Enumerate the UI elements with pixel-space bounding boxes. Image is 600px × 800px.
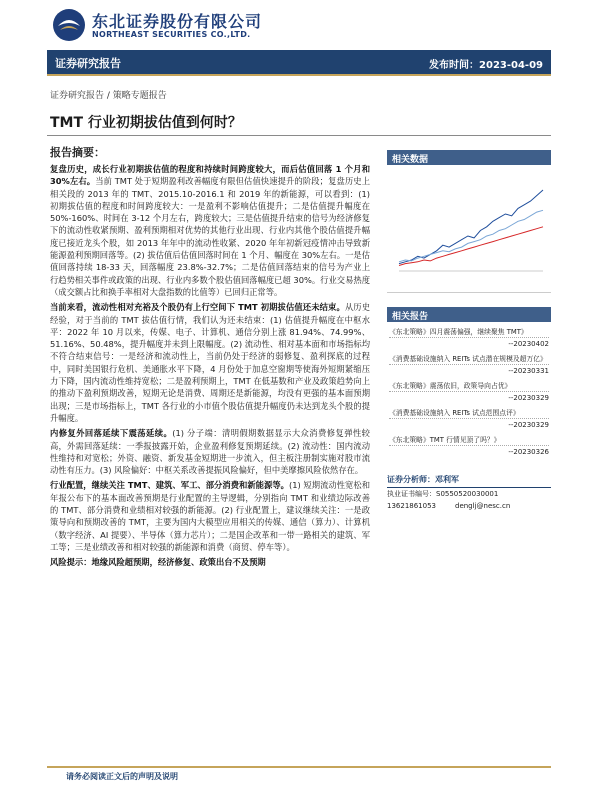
line-chart <box>387 165 551 293</box>
breadcrumb: 证券研究报告 / 策略专题报告 <box>50 91 167 101</box>
summary-paragraph: 当前来看，流动性相对充裕及个股仍有上行空间下 TMT 初期拔估值还未结束。从历史经验，对于当前的 TMT 拔估值行情，我们认为还未结束：(1) 估值提升幅度在中枢水平：2022 年 10 月以来，传媒、电子、计算机、通信分别上涨 81.94%、74.99%、51.16%、50.48%，提升幅度并未到上限幅度。(2) 流动性、相对基本面和市场指标均不符合结束信号：一是经济和流动性上，当前仍处于经济的弱修复、盈利探底的过程中，同时美国银行危机、美通胀水平下降，4 月份处于加息空窗期等使海外短期紧缩压力下降，国内流动性维持宽松；二是盈利预期上，TMT 在低基数和产业及政策趋势向上的推动下盈利预期改善，短期无论是消费、周期还是新能源，均没有更强的基本面预期出现；三是市场指标上，TMT 各行业的小市值个股估值提升幅度仍未达到龙头个股的提升幅度。 <box>50 302 370 423</box>
series-line-1 <box>399 210 543 261</box>
analyst-contact <box>387 500 551 512</box>
summary-body <box>50 163 370 572</box>
summary-paragraph: 内修复外回落延续下震荡延续。(1) 分子端：清明假期数据显示大众消费修复弹性较高，外需回落延续：一季报披露开始，企业盈利修复预期延续。(2) 流动性：国内流动性维持和对宽松；外资、融资、新发基金短期进一步流入，但主板注册制实施对股市流动性有压力。(3) 风险偏好：中枢关系改善提振风险偏好，但中美摩擦风险依然存在。 <box>50 428 370 476</box>
company-name-en: NORTHEAST SECURITIES CO.,LTD. <box>92 30 251 39</box>
report-title[interactable]: 《东北策略》TMT 行情见顶了吗？》 <box>389 433 549 446</box>
logo-mark-icon <box>52 8 86 42</box>
analyst-title: 证券分析师：邓利军 <box>387 474 551 488</box>
analyst-phone: 13621861053 <box>387 502 436 510</box>
summary-heading: 报告摘要： <box>50 146 105 159</box>
series-line-2 <box>399 227 543 266</box>
sidebar <box>387 150 551 512</box>
related-reports <box>387 307 551 460</box>
report-title[interactable]: 《东北策略》四月震荡偏强，继续聚焦 TMT》 <box>389 325 549 338</box>
series-line-0 <box>399 190 543 264</box>
analyst-block <box>387 474 551 512</box>
summary-paragraph: 行业配置，继续关注 TMT、建筑、军工、部分消费和新能源等。(1) 短期流动性宽松和年报公布下的基本面改善预期是行业配置的主导逻辑，分别指向 TMT 和业绩边际改善的 TMT、部分消费和业绩相对较强的新能源。(2) 行业配置上，建议继续关注：一是政策导向和预期改善的 TMT，主要为国内大模型应用相关的传媒、通信（算力）、计算机（数字经济、AI 提要）、半导体（算力芯片）；二是国企改革和一带一路相关的建筑、军工等；三是业绩改善和相对较强的新能源和消费（商贸、停车等）。 <box>50 480 370 552</box>
report-title[interactable]: 《消费基础设施纳入 REITs 试点范围点评》 <box>389 406 549 419</box>
related-data-header: 相关数据 <box>387 150 551 165</box>
company-logo <box>52 8 272 44</box>
footer-disclaimer: 请务必阅读正文后的声明及说明 <box>66 772 178 781</box>
report-date: --20230329 <box>508 394 549 402</box>
report-date: --20230402 <box>508 340 549 348</box>
publish-date: 发布时间：2023-04-09 <box>429 60 543 71</box>
report-date: --20230326 <box>508 448 549 456</box>
report-title[interactable]: 《东北策略》震荡依旧，政策导向占优》 <box>389 379 549 392</box>
summary-paragraph: 复盘历史，成长行业初期拔估值的程度和持续时间跨度较大，而后估值回落 1 个月和 30%左右。当前 TMT 处于短期盈利改善幅度有限但估值快速提升的阶段；复盘历史上相关段的 2013 年的 TMT、2015.10-2016.1 和 2019 年的新能源，可以看到：(1) 初期拔估值的程度和时间跨度较大：一是盈利不影响估值提升；二是估值提升幅度在 50%-160%、时间在 3-12 个月左右，跨度较大；三是估值提升结束的信号为经济修复下的流动性收紧预期、盈利预期相对优势的其他行业出现、行业内其他个股估值提升幅度已接近龙头个股，如 2013 年年中的流动性收紧、2020 年年初新冠疫情冲击导致新能源盈利预期回落等。(2) 拔估值后估值回落时间在 1 个月、幅度在 30%左右。一是估值回落持续 18-33 天，回落幅度 23.8%-32.7%；二是估值回落结束的信号为产业上行趋势相关事件或政策的出现、行业内多数个股估值回落幅度已超 30%。行业交易热度（成交额占比和换手率相对大盘指数的比值等）已回归正常等。 <box>50 164 371 297</box>
report-list <box>387 322 551 460</box>
analyst-cert: 执业证书编号：S0550520030001 <box>387 490 499 498</box>
report-date: --20230329 <box>508 421 549 429</box>
title-divider <box>47 135 551 136</box>
report-title[interactable]: 《消费基础设施纳入 REITs 试点潜在规模及超万亿》 <box>389 352 549 365</box>
report-date: --20230331 <box>508 367 549 375</box>
company-name-cn: 东北证券股份有限公司 <box>92 12 263 31</box>
analyst-email[interactable]: denglj@nesc.cn <box>455 502 511 510</box>
risk-warning: 风险提示：地缘风险超预期，经济修复、政策出台不及预期 <box>50 557 266 568</box>
header-banner <box>47 50 551 76</box>
related-reports-header: 相关报告 <box>387 307 551 322</box>
footer-divider <box>47 766 551 768</box>
page-title: TMT 行业初期拔估值到何时？ <box>50 115 242 131</box>
related-data-chart <box>387 165 551 293</box>
section-label: 证券研究报告 <box>55 57 121 70</box>
